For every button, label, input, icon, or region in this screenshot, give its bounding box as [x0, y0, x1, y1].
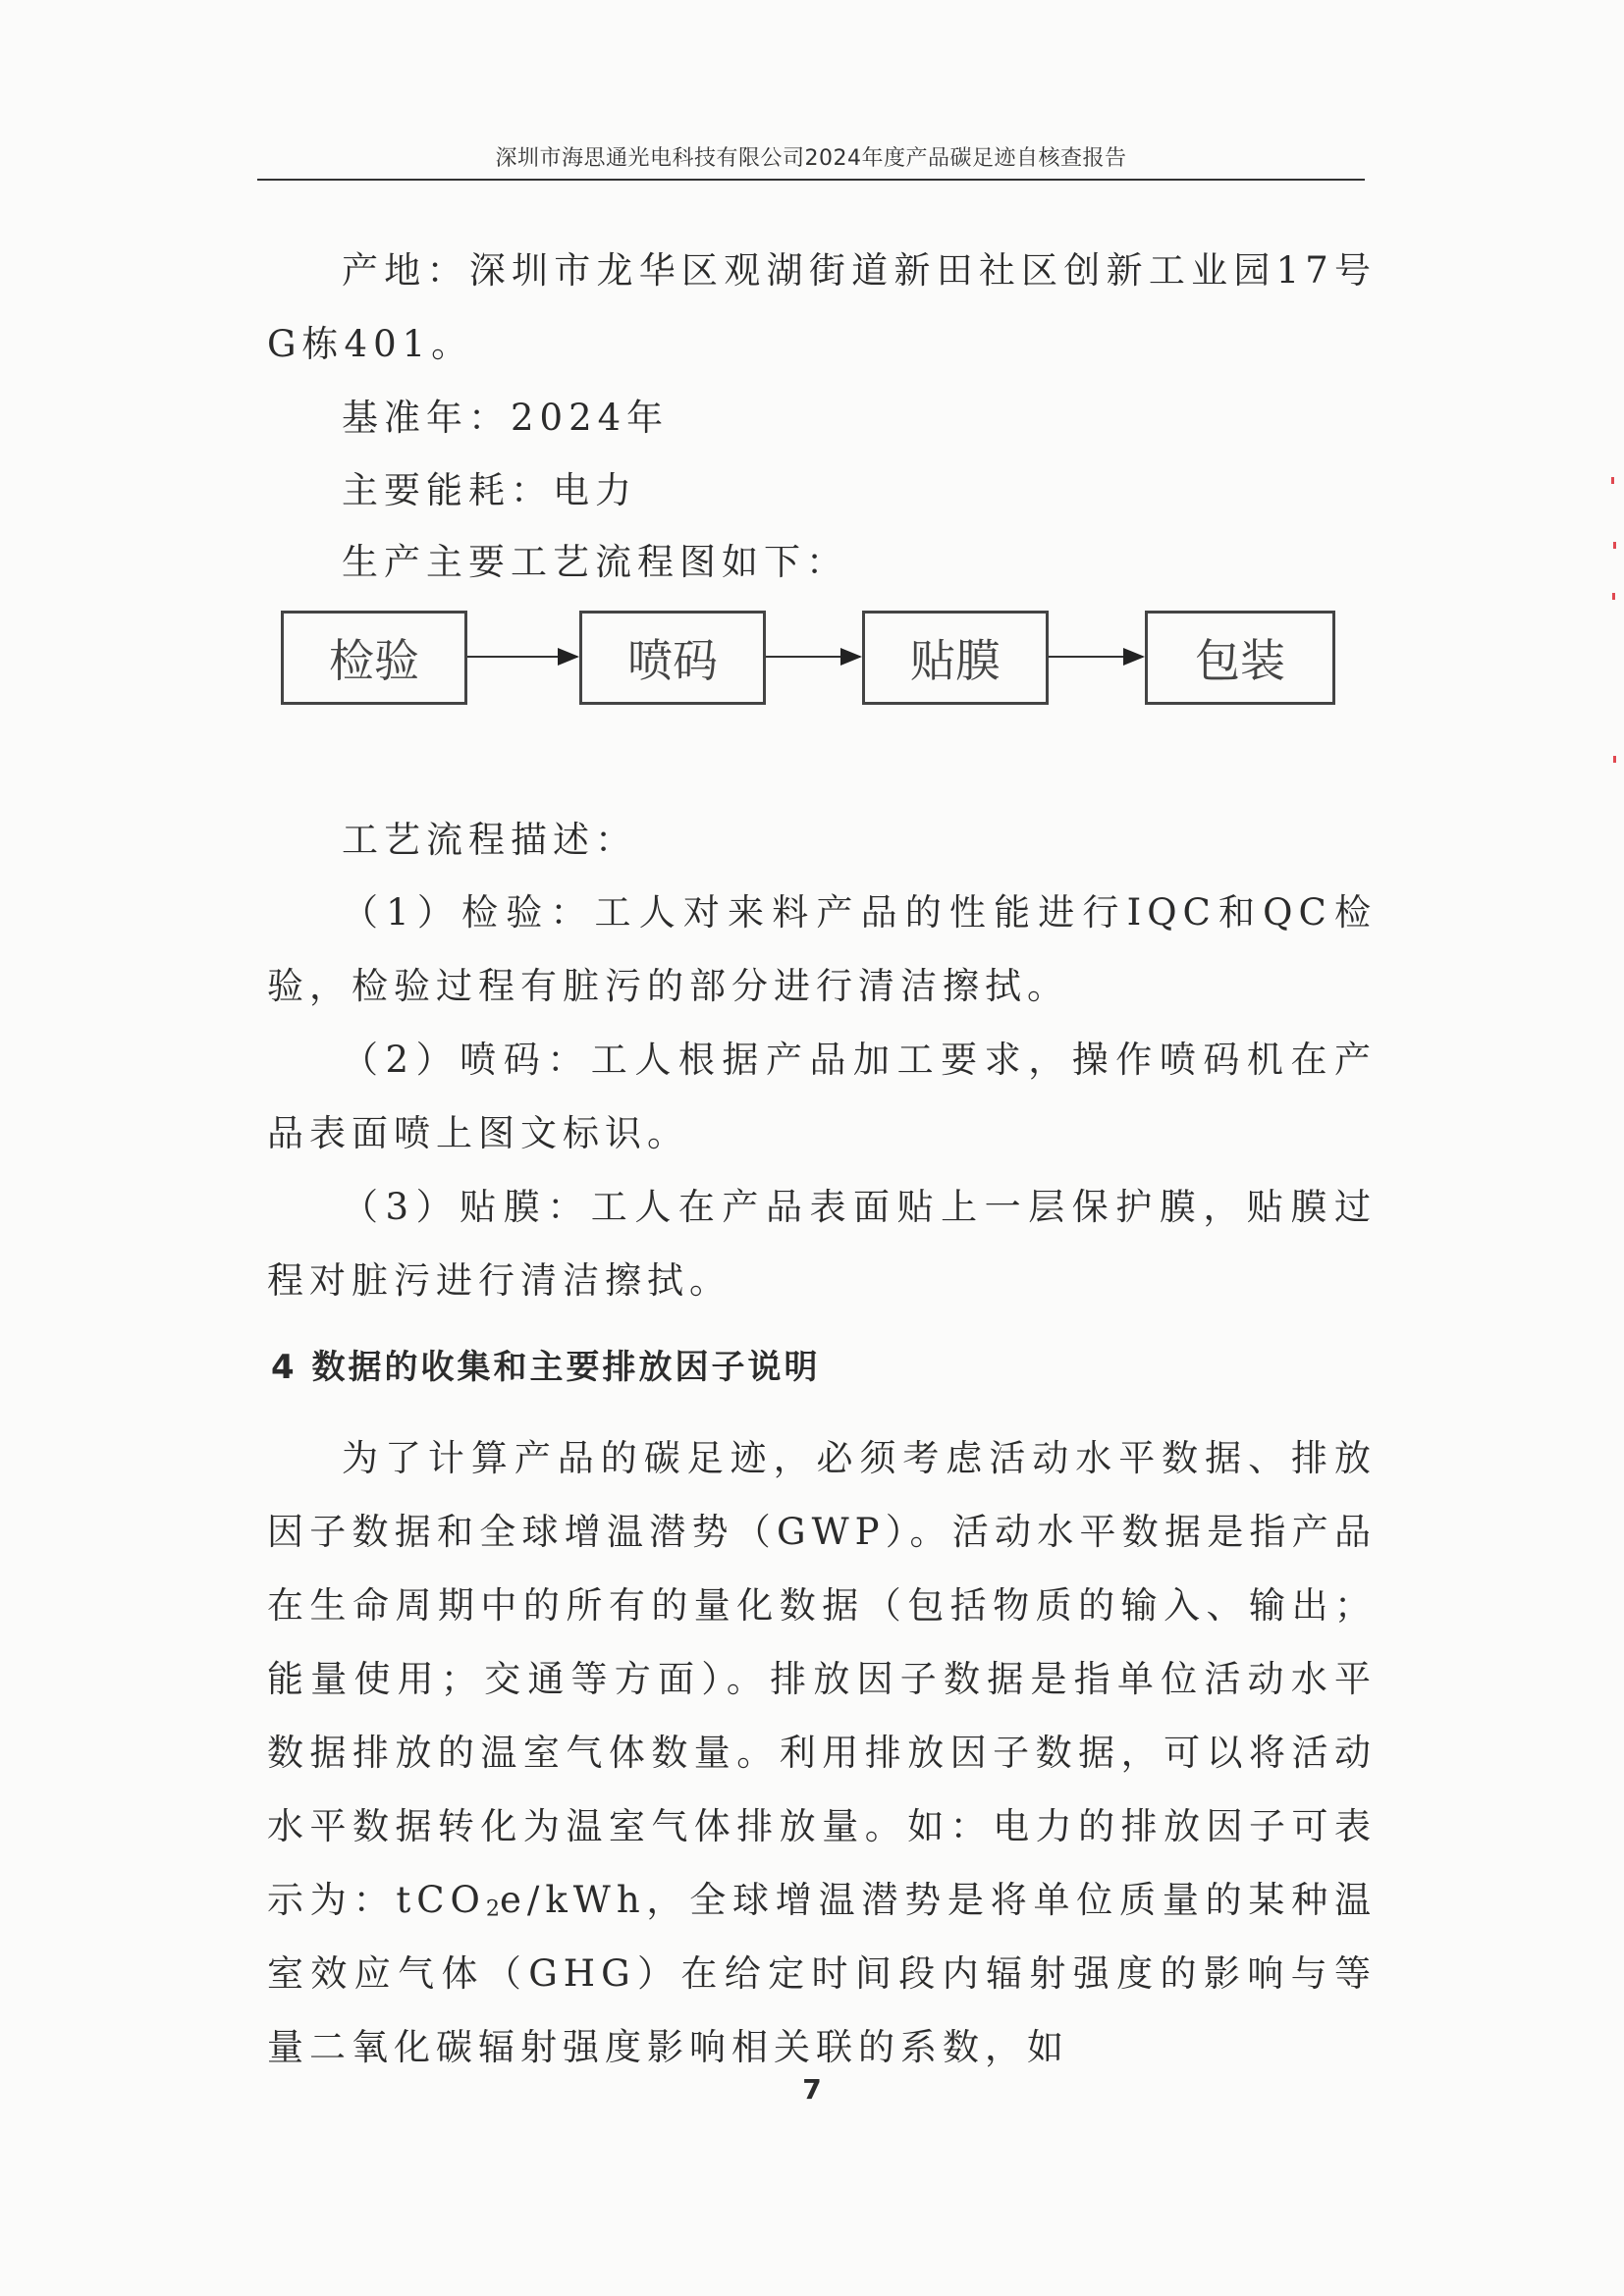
scan-mark	[1613, 542, 1616, 549]
flow-step-inspection: 检验	[281, 611, 467, 705]
flow-step-filming: 贴膜	[862, 611, 1049, 705]
process-item-1: （1）检验：工人对来料产品的性能进行IQC和QC检验，检验过程有脏污的部分进行清洁擦拭。	[267, 891, 1377, 1007]
section-body-part2: e/kWh，全球增温潜势是将单位质量的某种温室效应气体（GHG）在给定时间段内辐射强度的影响与等量二氧化碳辐射强度影响相关联的系数，如	[267, 1879, 1377, 2068]
co2-subscript: 2	[485, 1896, 500, 1922]
process-item-3: （3）贴膜：工人在产品表面贴上一层保护膜，贴膜过程对脏污进行清洁擦拭。	[267, 1186, 1377, 1302]
report-header: 深圳市海思通光电科技有限公司2024年度产品碳足迹自核查报告	[495, 146, 1127, 171]
process-item-2: （2）喷码：工人根据产品加工要求，操作喷码机在产品表面喷上图文标识。	[267, 1039, 1377, 1154]
section-body-part1: 为了计算产品的碳足迹，必须考虑活动水平数据、排放因子数据和全球增温潜势（GWP）。活动水平数据是指产品在生命周期中的所有的量化数据（包括物质的输入、输出；能量使用；交通等方面）。排放因子数据是指单位活动水平数据排放的温室气体数量。利用排放因子数据，可以将活动水平数据转化为温室气体排放量。如：电力的排放因子可表示为：tCO	[267, 1437, 1377, 1921]
scan-mark	[1612, 593, 1615, 600]
scan-mark	[1611, 477, 1614, 484]
energy-line: 主要能耗：电力	[342, 469, 637, 511]
scan-mark	[1613, 756, 1616, 763]
flow-step-coding: 喷码	[579, 611, 766, 705]
flow-arrow-1	[467, 656, 577, 658]
flow-intro-line: 生产主要工艺流程图如下：	[342, 541, 848, 583]
page-number: 7	[802, 2073, 822, 2106]
section-heading: 4 数据的收集和主要排放因子说明	[271, 1348, 821, 1387]
flow-step-packing: 包装	[1145, 611, 1335, 705]
process-title: 工艺流程描述：	[342, 819, 637, 861]
flow-arrow-2	[766, 656, 860, 658]
flow-arrow-3	[1049, 656, 1143, 658]
origin-paragraph: 产地：深圳市龙华区观湖街道新田社区创新工业园17号G栋401。	[267, 249, 1377, 365]
header-rule	[257, 179, 1365, 181]
section-body	[267, 1421, 1377, 2084]
base-year-line: 基准年：2024年	[342, 397, 670, 439]
